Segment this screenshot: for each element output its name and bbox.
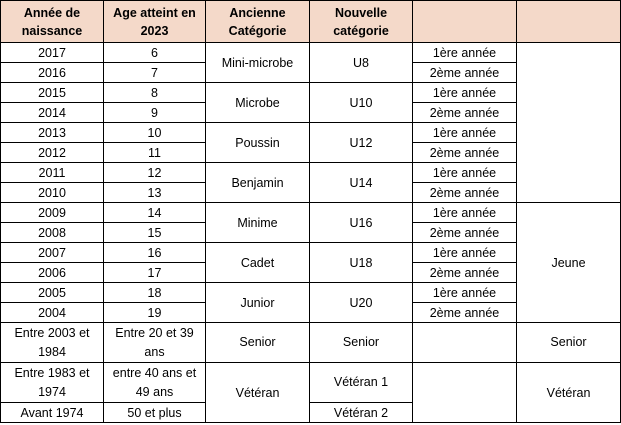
age-cell: 50 et plus (104, 403, 206, 423)
birth-year-cell: 2015 (1, 83, 104, 103)
old-category-cell: Vétéran (206, 363, 310, 423)
age-cell: 8 (104, 83, 206, 103)
birth-year-cell: 2006 (1, 263, 104, 283)
new-category-cell: U18 (310, 243, 413, 283)
age-cell: entre 40 ans et 49 ans (104, 363, 206, 403)
new-category-cell: U12 (310, 123, 413, 163)
birth-year-cell: 2014 (1, 103, 104, 123)
header-year-level (413, 1, 517, 43)
year-level-cell: 2ème année (413, 143, 517, 163)
birth-year-cell: 2007 (1, 243, 104, 263)
year-level-cell: 2ème année (413, 63, 517, 83)
birth-year-cell: 2008 (1, 223, 104, 243)
year-level-cell: 2ème année (413, 303, 517, 323)
age-cell: Entre 20 et 39 ans (104, 323, 206, 363)
age-cell: 7 (104, 63, 206, 83)
old-category-cell: Mini-microbe (206, 43, 310, 83)
header-new-category: Nouvelle catégorie (310, 1, 413, 43)
header-old-category: Ancienne Catégorie (206, 1, 310, 43)
year-level-cell: 1ère année (413, 203, 517, 223)
group-cell-senior: Senior (517, 323, 621, 363)
year-level-cell: 2ème année (413, 223, 517, 243)
birth-year-cell: 2011 (1, 163, 104, 183)
birth-year-cell: Entre 2003 et 1984 (1, 323, 104, 363)
new-category-cell: U10 (310, 83, 413, 123)
birth-year-cell: 2010 (1, 183, 104, 203)
age-cell: 11 (104, 143, 206, 163)
new-category-cell: U20 (310, 283, 413, 323)
old-category-cell: Senior (206, 323, 310, 363)
new-category-cell: Vétéran 2 (310, 403, 413, 423)
birth-year-cell: 2005 (1, 283, 104, 303)
age-cell: 12 (104, 163, 206, 183)
header-group (517, 1, 621, 43)
age-cell: 14 (104, 203, 206, 223)
age-cell: 13 (104, 183, 206, 203)
birth-year-cell: 2004 (1, 303, 104, 323)
age-cell: 19 (104, 303, 206, 323)
birth-year-cell: 2017 (1, 43, 104, 63)
birth-year-cell: Avant 1974 (1, 403, 104, 423)
year-level-cell: 2ème année (413, 263, 517, 283)
new-category-cell: U14 (310, 163, 413, 203)
age-cell: 15 (104, 223, 206, 243)
birth-year-cell: 2009 (1, 203, 104, 223)
year-level-cell: 1ère année (413, 123, 517, 143)
year-level-cell: 1ère année (413, 83, 517, 103)
birth-year-cell: 2013 (1, 123, 104, 143)
year-level-cell: 1ère année (413, 243, 517, 263)
year-level-cell-empty (413, 363, 517, 423)
year-level-cell: 1ère année (413, 43, 517, 63)
old-category-cell: Poussin (206, 123, 310, 163)
header-age-2023: Age atteint en 2023 (104, 1, 206, 43)
header-row (1, 1, 621, 43)
birth-year-cell: Entre 1983 et 1974 (1, 363, 104, 403)
age-cell: 10 (104, 123, 206, 143)
table-row-veteran-1 (1, 363, 621, 403)
year-level-cell: 1ère année (413, 283, 517, 303)
new-category-cell: Senior (310, 323, 413, 363)
group-cell-veteran: Vétéran (517, 363, 621, 423)
year-level-cell: 2ème année (413, 183, 517, 203)
old-category-cell: Microbe (206, 83, 310, 123)
table-row (1, 203, 621, 223)
new-category-cell: U8 (310, 43, 413, 83)
birth-year-cell: 2012 (1, 143, 104, 163)
new-category-cell: Vétéran 1 (310, 363, 413, 403)
age-cell: 9 (104, 103, 206, 123)
table-row-senior (1, 323, 621, 363)
year-level-cell-empty (413, 323, 517, 363)
age-cell: 18 (104, 283, 206, 303)
birth-year-cell: 2016 (1, 63, 104, 83)
group-cell-empty (517, 43, 621, 203)
old-category-cell: Minime (206, 203, 310, 243)
age-cell: 6 (104, 43, 206, 63)
new-category-cell: U16 (310, 203, 413, 243)
year-level-cell: 2ème année (413, 103, 517, 123)
old-category-cell: Junior (206, 283, 310, 323)
group-cell-jeune: Jeune (517, 203, 621, 323)
year-level-cell: 1ère année (413, 163, 517, 183)
age-cell: 17 (104, 263, 206, 283)
old-category-cell: Cadet (206, 243, 310, 283)
table-row (1, 43, 621, 63)
old-category-cell: Benjamin (206, 163, 310, 203)
age-cell: 16 (104, 243, 206, 263)
header-birth-year: Année de naissance (1, 1, 104, 43)
